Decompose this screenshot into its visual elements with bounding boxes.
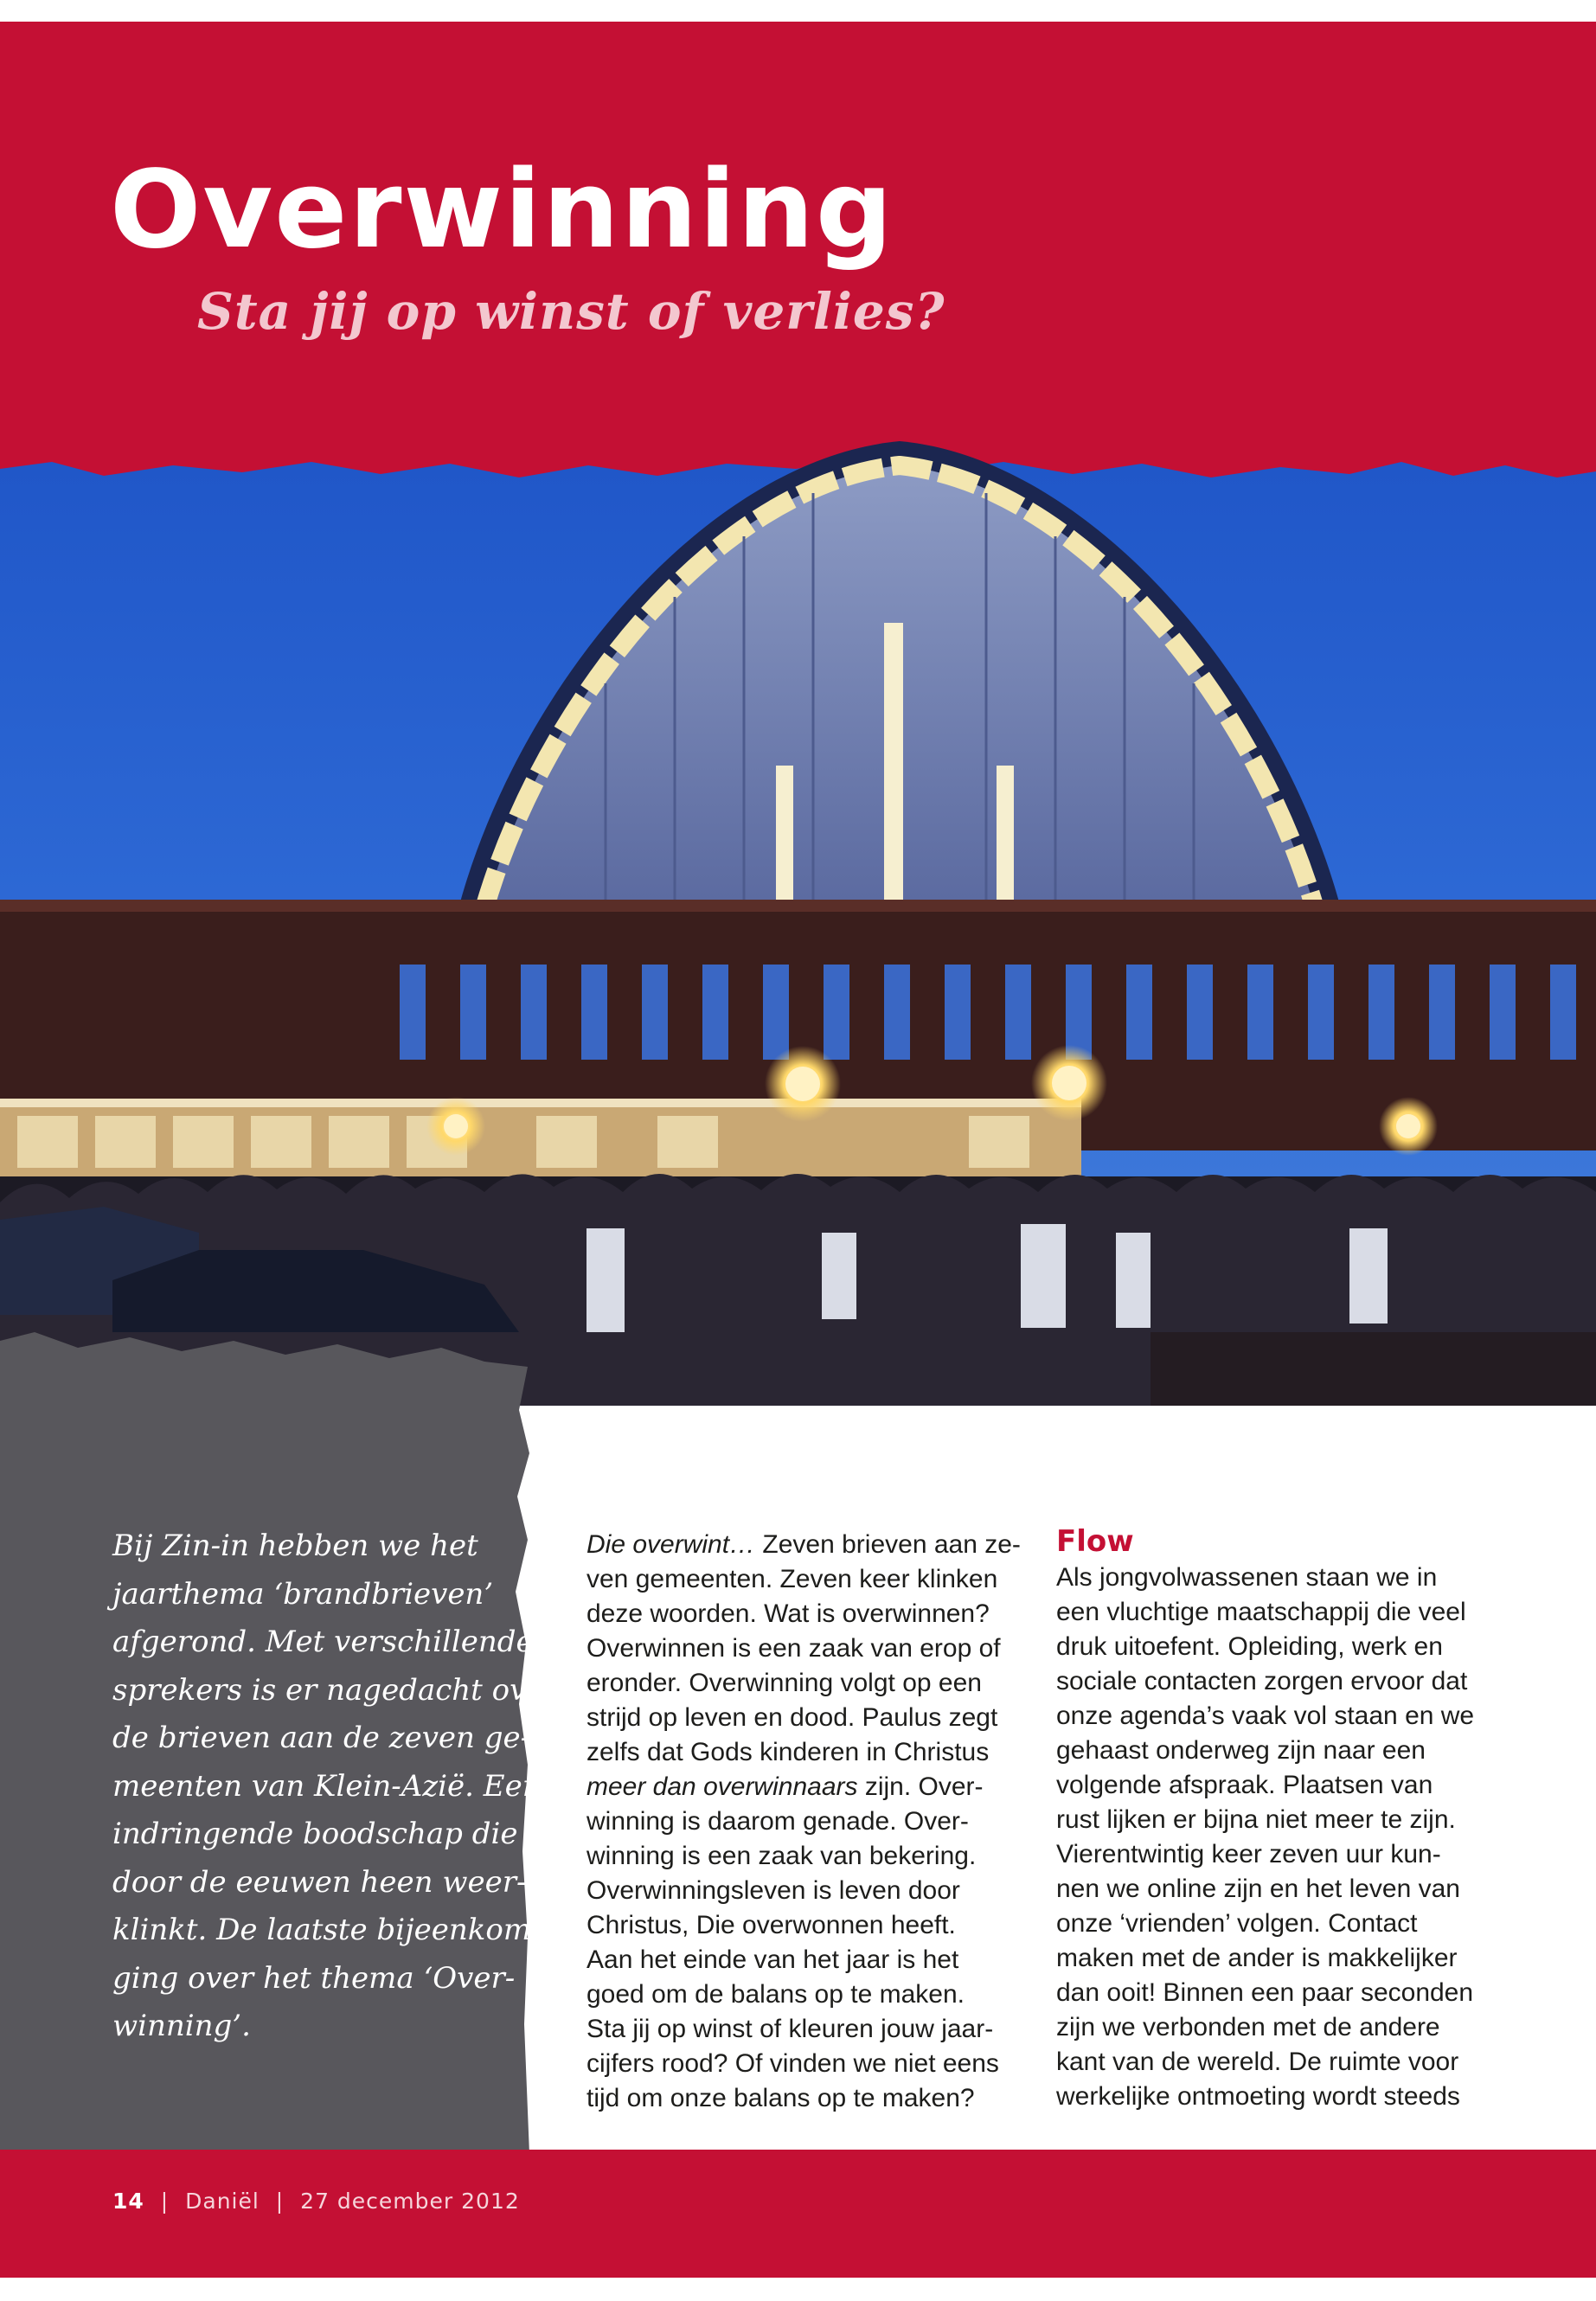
body-line bbox=[586, 1528, 1036, 1562]
body-line: zelfs dat Gods kinderen in Christus bbox=[586, 1738, 990, 1766]
intro-line: sprekers is er nagedacht over bbox=[112, 1672, 558, 1708]
emphasis-text: Die overwint… bbox=[586, 1530, 756, 1559]
footer-separator: | bbox=[160, 2189, 170, 2214]
body-line: Als jongvolwassenen staan we in bbox=[1056, 1563, 1438, 1592]
page-footer bbox=[112, 2187, 520, 2216]
body-line: werkelijke ontmoeting wordt steeds bbox=[1056, 2082, 1460, 2111]
body-line: zijn we verbonden met de andere bbox=[1056, 2013, 1440, 2041]
intro-line: door de eeuwen heen weer- bbox=[112, 1864, 527, 1900]
intro-line: jaarthema ‘brandbrieven’ bbox=[112, 1576, 494, 1612]
body-line: goed om de balans op te maken. bbox=[586, 1980, 965, 2009]
body-column-1 bbox=[586, 1528, 1036, 2116]
body-line: Aan het einde van het jaar is het bbox=[586, 1945, 959, 1974]
body-line: onze ‘vrienden’ volgen. Contact bbox=[1056, 1909, 1418, 1938]
body-line: eronder. Overwinning volgt op een bbox=[586, 1669, 982, 1697]
intro-line: winning’. bbox=[112, 2009, 251, 2043]
body-line: deze woorden. Wat is overwinnen? bbox=[586, 1599, 990, 1628]
intro-text bbox=[112, 1522, 559, 2051]
intro-line: de brieven aan de zeven ge- bbox=[112, 1721, 531, 1755]
article-subtitle: Sta jij op winst of verlies? bbox=[197, 282, 945, 341]
body-text: zijn. Over- bbox=[857, 1772, 984, 1801]
intro-line: meenten van Klein-Azië. Een bbox=[112, 1768, 542, 1804]
issue-date: 27 december 2012 bbox=[300, 2189, 520, 2214]
body-line: Sta jij op winst of kleuren jouw jaar- bbox=[586, 2015, 994, 2043]
church-photo bbox=[0, 424, 1596, 1406]
body-line: strijd op leven en dood. Paulus zegt bbox=[586, 1703, 998, 1732]
body-line: een vluchtige maatschappij die veel bbox=[1056, 1598, 1466, 1626]
body-line bbox=[586, 1770, 1036, 1804]
page-number: 14 bbox=[112, 2189, 144, 2214]
body-line: Vierentwintig keer zeven uur kun- bbox=[1056, 1840, 1441, 1868]
body-line: Overwinningsleven is leven door bbox=[586, 1876, 960, 1905]
body-line: cijfers rood? Of vinden we niet eens bbox=[586, 2049, 999, 2078]
body-line: dan ooit! Binnen een paar seconden bbox=[1056, 1978, 1474, 2007]
body-line: onze agenda’s vaak vol staan en we bbox=[1056, 1702, 1475, 1730]
body-line: druk uitoefent. Opleiding, werk en bbox=[1056, 1632, 1443, 1661]
body-line: kant van de wereld. De ruimte voor bbox=[1056, 2048, 1459, 2076]
body-line: rust lijken er bijna niet meer te zijn. bbox=[1056, 1805, 1456, 1834]
body-line: Christus, Die overwonnen heeft. bbox=[586, 1911, 956, 1939]
body-line: winning is daarom genade. Over- bbox=[586, 1807, 969, 1836]
body-line: ven gemeenten. Zeven keer klinken bbox=[586, 1565, 998, 1593]
body-text: Zeven brieven aan ze- bbox=[755, 1530, 1021, 1559]
intro-line: Bij Zin-in hebben we het bbox=[112, 1529, 478, 1563]
section-heading: Flow bbox=[1056, 1524, 1134, 1559]
body-line: sociale contacten zorgen ervoor dat bbox=[1056, 1667, 1468, 1695]
intro-line: indringende boodschap die bbox=[112, 1817, 518, 1851]
body-line: tijd om onze balans op te maken? bbox=[586, 2084, 975, 2112]
intro-line: klinkt. De laatste bijeenkomst bbox=[112, 1913, 559, 1947]
article-title: Overwinning bbox=[110, 148, 894, 272]
intro-line: ging over het thema ‘Over- bbox=[112, 1960, 516, 1996]
body-line: nen we online zijn en het leven van bbox=[1056, 1875, 1460, 1903]
body-line: gehaast onderweg zijn naar een bbox=[1056, 1736, 1426, 1765]
magazine-name: Daniël bbox=[185, 2189, 260, 2214]
body-line: volgende afspraak. Plaatsen van bbox=[1056, 1771, 1433, 1799]
body-line: Overwinnen is een zaak van erop of bbox=[586, 1634, 1001, 1663]
intro-line: afgerond. Met verschillende bbox=[112, 1625, 534, 1659]
body-line: maken met de ander is makkelijker bbox=[1056, 1944, 1458, 1972]
emphasis-text: meer dan overwinnaars bbox=[586, 1772, 858, 1801]
body-line: winning is een zaak van bekering. bbox=[586, 1842, 977, 1870]
body-column-2 bbox=[1056, 1522, 1506, 2114]
footer-separator: | bbox=[275, 2189, 285, 2214]
church-building-photo bbox=[0, 424, 1596, 1406]
